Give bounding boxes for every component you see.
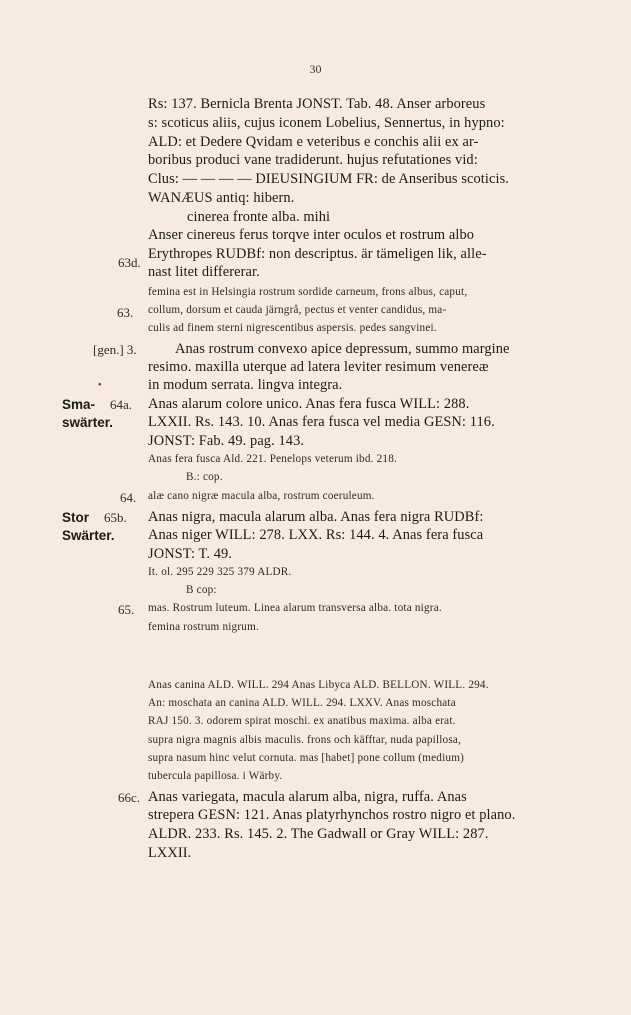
- text-line: B.: cop.: [186, 471, 223, 483]
- text-line: supra nigra magnis albis maculis. frons och käfftar, nuda papillosa,: [148, 734, 462, 746]
- margin-label-stor: Stor: [62, 510, 89, 525]
- entry-number: 64.: [120, 490, 137, 505]
- text-line: RAJ 150. 3. odorem spirat moschi. ex anatibus maxima. alba erat.: [148, 715, 456, 727]
- text-line: nast litet differerar.: [148, 264, 260, 280]
- text-line: WANÆUS antiq: hibern.: [148, 190, 295, 206]
- text-line: Clus: — — — — DIEUSINGIUM FR: de Anseribus scoticis.: [148, 171, 509, 187]
- entry-number: 64a.: [110, 397, 133, 412]
- text-line: ALDR. 233. Rs. 145. 2. The Gadwall or Gray WILL: 287.: [148, 826, 489, 842]
- text-line: Anas rostrum convexo apice depressum, summo margine: [175, 341, 510, 357]
- margin-label-stor-swarter: Swärter.: [62, 528, 115, 543]
- margin-bullet-icon: •: [98, 380, 102, 391]
- text-line: It. ol. 295 229 325 379 ALDR.: [148, 566, 292, 578]
- text-line: Rs: 137. Bernicla Brenta JONST. Tab. 48. Anser arboreus: [148, 96, 486, 112]
- text-line: resimo. maxilla uterque ad latera leviter resimum venereæ: [148, 359, 489, 375]
- text-line: strepera GESN: 121. Anas platyrhynchos rostro nigro et plano.: [148, 807, 516, 823]
- text-line: mas. Rostrum luteum. Linea alarum transversa alba. tota nigra.: [148, 602, 442, 614]
- text-line: LXXII. Rs. 143. 10. Anas fera fusca vel media GESN: 116.: [148, 414, 495, 430]
- entry-number: 63.: [117, 305, 134, 320]
- text-line: alæ cano nigræ macula alba, rostrum coeruleum.: [148, 490, 375, 502]
- text-line: Anas fera fusca Ald. 221. Penelops veterum ibd. 218.: [148, 453, 398, 465]
- entry-number: 63d.: [118, 255, 141, 270]
- margin-label-sma: Sma-: [62, 397, 96, 412]
- text-line: femina rostrum nigrum.: [148, 621, 259, 633]
- text-line: Anas alarum colore unico. Anas fera fusca WILL: 288.: [148, 396, 470, 412]
- text-line: cinerea fronte alba. mihi: [187, 209, 331, 225]
- text-line: Anser cinereus ferus torqve inter oculos et rostrum albo: [148, 227, 475, 243]
- text-line: Anas nigra, macula alarum alba. Anas fera nigra RUDBf:: [148, 509, 484, 525]
- text-line: B cop:: [186, 584, 217, 596]
- text-line: JONST: T. 49.: [148, 546, 233, 562]
- text-line: Erythropes RUDBf: non descriptus. är tämeligen lik, alle-: [148, 246, 487, 262]
- entry-number: 65b.: [104, 510, 127, 525]
- text-line: collum, dorsum et cauda järngrå, pectus et venter candidus, ma-: [148, 304, 447, 316]
- text-line: supra nasum hinc velut cornuta. mas [habet] pone collum (medium): [148, 752, 465, 764]
- text-line: JONST: Fab. 49. pag. 143.: [148, 433, 305, 449]
- text-line: Anas canina ALD. WILL. 294 Anas Libyca ALD. BELLON. WILL. 294.: [148, 679, 489, 691]
- text-line: ALD: et Dedere Qvidam e veteribus e conchis alii ex ar-: [148, 134, 479, 150]
- text-line: in modum serrata. lingva integra.: [148, 377, 343, 393]
- text-line: Anas variegata, macula alarum alba, nigra, ruffa. Anas: [148, 789, 467, 805]
- page-number: 30: [309, 62, 322, 76]
- text-line: boribus produci vane tradiderunt. hujus refutationes vid:: [148, 152, 478, 168]
- margin-label-swarter: swärter.: [62, 415, 114, 430]
- text-line: Anas niger WILL: 278. LXX. Rs: 144. 4. Anas fera fusca: [148, 527, 484, 543]
- text-line: LXXII.: [148, 845, 192, 861]
- text-line: culis ad finem sterni nigrescentibus aspersis. pedes sangvinei.: [148, 322, 437, 334]
- text-line: An: moschata an canina ALD. WILL. 294. LXXV. Anas moschata: [148, 697, 456, 709]
- text-line: s: scoticus aliis, cujus iconem Lobelius, Sennertus, in hypno:: [148, 115, 505, 131]
- entry-number: [gen.] 3.: [93, 342, 137, 357]
- entry-number: 65.: [118, 602, 135, 617]
- text-line: femina est in Helsingia rostrum sordide carneum, frons albus, caput,: [148, 286, 468, 298]
- text-line: tubercula papillosa. i Wärby.: [148, 770, 283, 782]
- entry-number: 66c.: [118, 790, 141, 805]
